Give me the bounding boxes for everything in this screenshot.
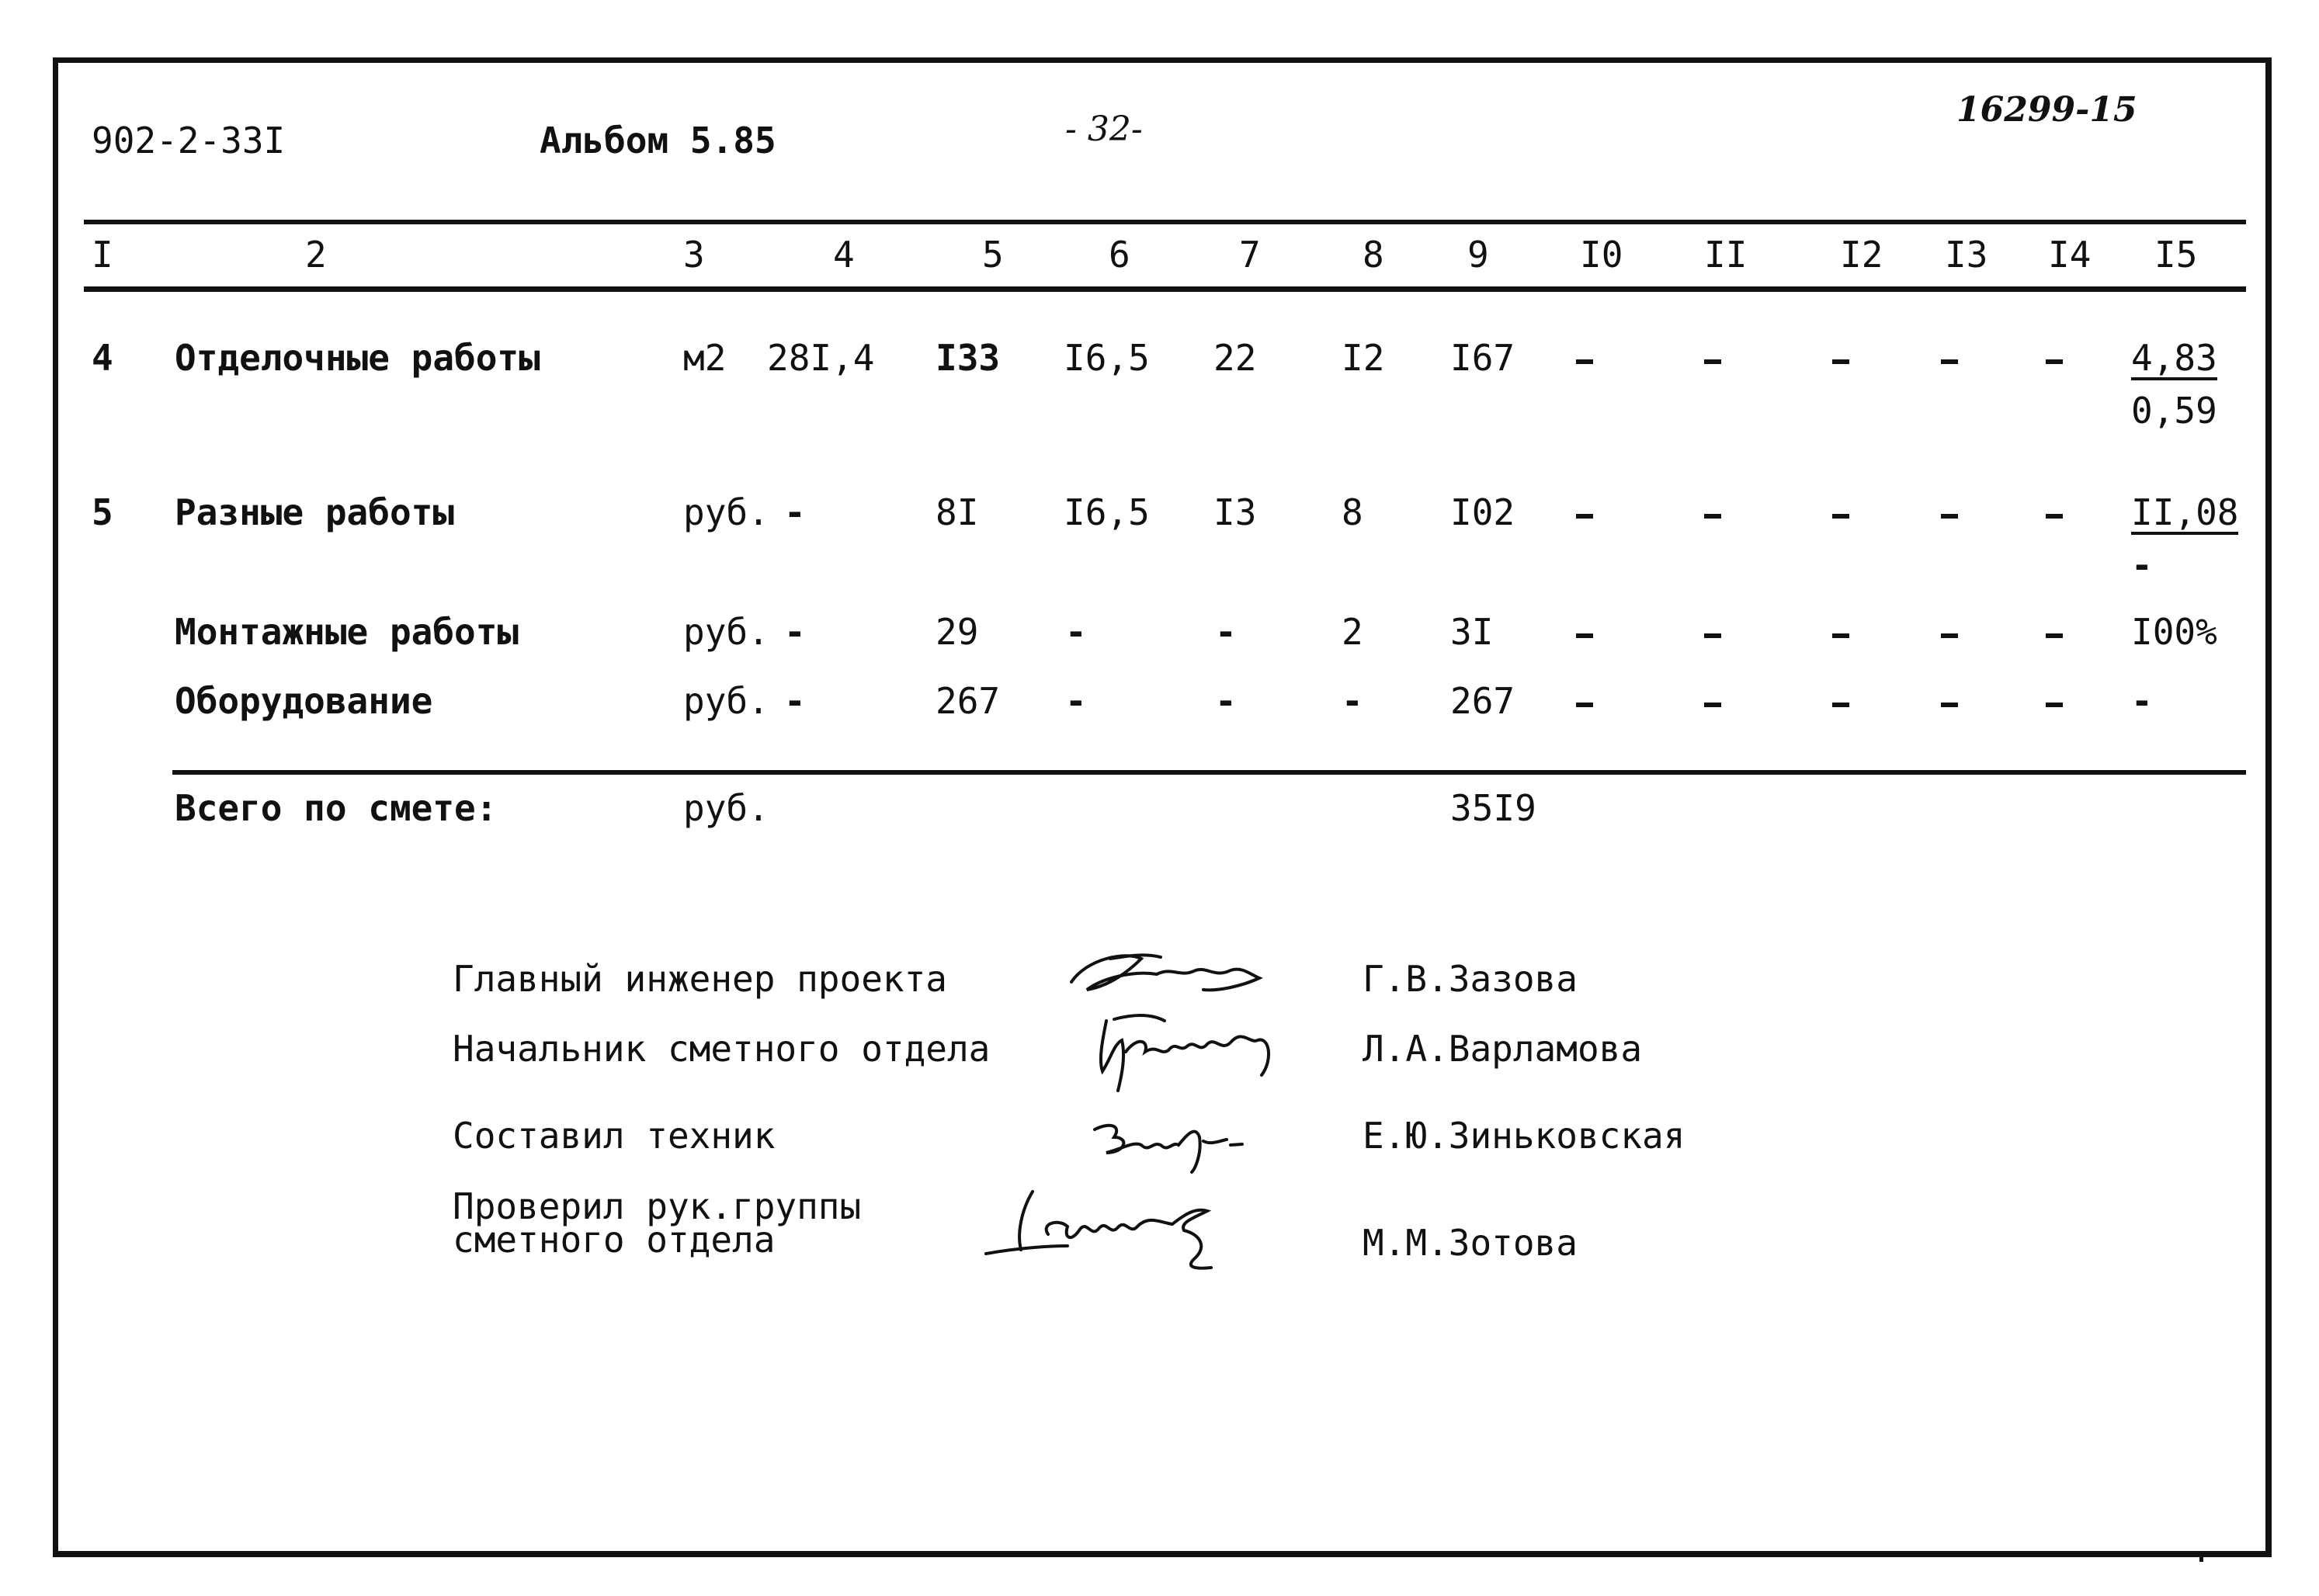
album-label: Альбом 5.85 <box>540 120 776 161</box>
dash-mark <box>1576 703 1593 707</box>
dash-mark <box>1941 359 1958 364</box>
cell-col5: 8I <box>936 491 979 533</box>
dash-mark <box>2046 703 2063 707</box>
quantity: - <box>784 491 806 533</box>
quantity: - <box>784 680 806 722</box>
unit: руб. <box>683 611 769 653</box>
cell-col8: - <box>1342 680 1363 722</box>
cell-col15-top: - <box>2131 680 2153 722</box>
col-header: II <box>1704 234 1748 276</box>
handwritten-signature <box>1056 935 1273 1005</box>
cell-col8: 2 <box>1342 611 1363 653</box>
col-header: 5 <box>982 234 1004 276</box>
header-rule-bottom <box>84 286 2246 292</box>
col-header: I <box>92 234 113 276</box>
col-header: I0 <box>1580 234 1623 276</box>
work-name: Монтажные работы <box>175 611 519 653</box>
handwritten-signature <box>1087 1110 1250 1180</box>
cell-col7: 22 <box>1213 337 1257 379</box>
cell-col7: I3 <box>1213 491 1257 533</box>
col-header: 4 <box>833 234 855 276</box>
dash-mark <box>1832 633 1849 638</box>
cell-col6: - <box>1065 611 1087 653</box>
row-number: 4 <box>92 337 113 379</box>
dash-mark <box>1704 633 1721 638</box>
signature-role: Главный инженер проекта <box>453 958 947 1000</box>
dash-mark <box>1832 359 1849 364</box>
col-header: I3 <box>1945 234 1988 276</box>
work-name: Оборудование <box>175 680 433 722</box>
col-header: I4 <box>2048 234 2092 276</box>
col-header: 8 <box>1363 234 1384 276</box>
dash-mark <box>1941 514 1958 519</box>
dash-mark <box>1576 359 1593 364</box>
cell-col15-bottom: - <box>2131 544 2153 586</box>
corner-mark <box>2199 1551 2203 1562</box>
dash-mark <box>2046 633 2063 638</box>
dash-mark <box>1704 359 1721 364</box>
dash-mark <box>1576 514 1593 519</box>
cell-col15-top: 4,83 <box>2131 337 2217 379</box>
cell-col9: I02 <box>1450 491 1515 533</box>
work-name: Отделочные работы <box>175 337 540 379</box>
signatory-name: М.М.Зотова <box>1363 1222 1578 1264</box>
col-header: I2 <box>1840 234 1883 276</box>
page-number: - 32- <box>1065 109 1143 149</box>
dash-mark <box>1832 514 1849 519</box>
work-name: Разные работы <box>175 491 455 533</box>
col-header: I5 <box>2154 234 2198 276</box>
signature-role: Проверил рук.группы <box>453 1185 862 1227</box>
cell-col9: 267 <box>1450 680 1515 722</box>
dash-mark <box>1832 703 1849 707</box>
cell-col8: I2 <box>1342 337 1385 379</box>
signature-role: сметного отдела <box>453 1219 776 1261</box>
signatory-name: Е.Ю.Зиньковская <box>1363 1115 1685 1157</box>
dash-mark <box>2046 359 2063 364</box>
dash-mark <box>1704 514 1721 519</box>
cell-col9: I67 <box>1450 337 1515 379</box>
dash-mark <box>1941 703 1958 707</box>
col-header: 2 <box>305 234 327 276</box>
quantity: - <box>784 611 806 653</box>
quantity: 28I,4 <box>767 337 875 379</box>
col-header: 7 <box>1239 234 1261 276</box>
total-label: Всего по смете: <box>175 787 498 829</box>
cell-col15-bottom: 0,59 <box>2131 390 2217 432</box>
total-unit: руб. <box>683 787 769 829</box>
unit: руб. <box>683 680 769 722</box>
cell-col9: 3I <box>1450 611 1494 653</box>
total-rule <box>172 770 2246 775</box>
dash-mark <box>1704 703 1721 707</box>
cell-col8: 8 <box>1342 491 1363 533</box>
col-header: 9 <box>1467 234 1489 276</box>
cell-col15-top: II,08 <box>2131 491 2239 533</box>
unit: м2 <box>683 337 727 379</box>
signature-role: Начальник сметного отдела <box>453 1028 991 1070</box>
header-rule-top <box>84 220 2246 224</box>
cell-col15-top: I00% <box>2131 611 2217 653</box>
signatory-name: Г.В.Зазова <box>1363 958 1578 1000</box>
doc-code: 902-2-33I <box>92 120 286 161</box>
cell-col6: I6,5 <box>1064 491 1150 533</box>
dash-mark <box>1576 633 1593 638</box>
cell-col6: I6,5 <box>1064 337 1150 379</box>
handwritten-signature <box>974 1176 1269 1277</box>
cell-col7: - <box>1215 680 1237 722</box>
cell-col5: 29 <box>936 611 979 653</box>
dash-mark <box>2046 514 2063 519</box>
col-header: 3 <box>683 234 705 276</box>
col-header: 6 <box>1109 234 1130 276</box>
signature-role: Составил техник <box>453 1115 776 1157</box>
total-value: 35I9 <box>1450 787 1536 829</box>
signatory-name: Л.А.Варламова <box>1363 1028 1643 1070</box>
stamp-number: 16299-15 <box>1956 90 2137 130</box>
cell-col5: I33 <box>936 337 1001 379</box>
dash-mark <box>1941 633 1958 638</box>
cell-col6: - <box>1065 680 1087 722</box>
cell-col7: - <box>1215 611 1237 653</box>
unit: руб. <box>683 491 769 533</box>
handwritten-signature <box>1083 998 1308 1098</box>
row-number: 5 <box>92 491 113 533</box>
cell-col5: 267 <box>936 680 1001 722</box>
